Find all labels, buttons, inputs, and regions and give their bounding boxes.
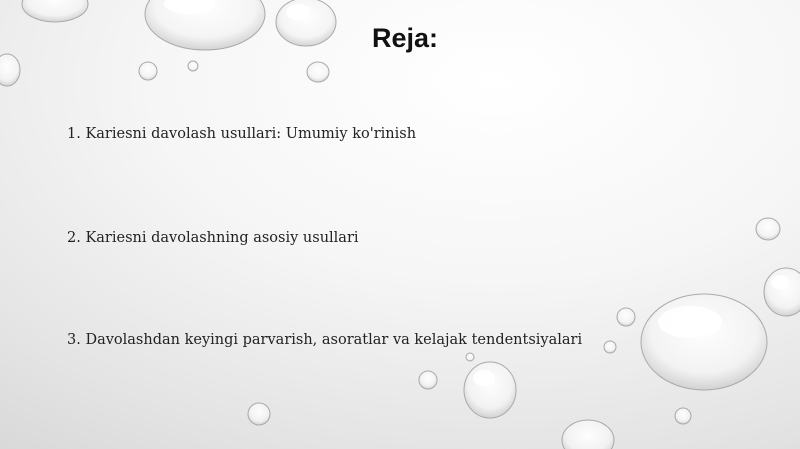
agenda-item-1: 1. Kariesni davolash usullari: Umumiy ko'rinish	[67, 126, 417, 142]
slide-title: Reja:	[372, 23, 439, 53]
water-drop	[22, 0, 88, 22]
water-drop	[466, 353, 474, 361]
water-drop	[604, 341, 616, 353]
water-drop	[0, 54, 20, 86]
water-drop	[617, 308, 635, 326]
water-drop	[464, 362, 516, 418]
water-drop	[188, 61, 198, 71]
agenda-item-3: 3. Davolashdan keyingi parvarish, asoratlar va kelajak tendentsiyalari	[67, 332, 583, 348]
water-drop	[248, 403, 270, 425]
water-drop	[307, 62, 329, 82]
water-drop	[756, 218, 780, 240]
water-drop	[139, 62, 157, 80]
agenda-item-2: 2. Kariesni davolashning asosiy usullari	[67, 230, 359, 246]
water-drop	[419, 371, 437, 389]
water-drop	[675, 408, 691, 424]
water-drop	[562, 420, 614, 449]
